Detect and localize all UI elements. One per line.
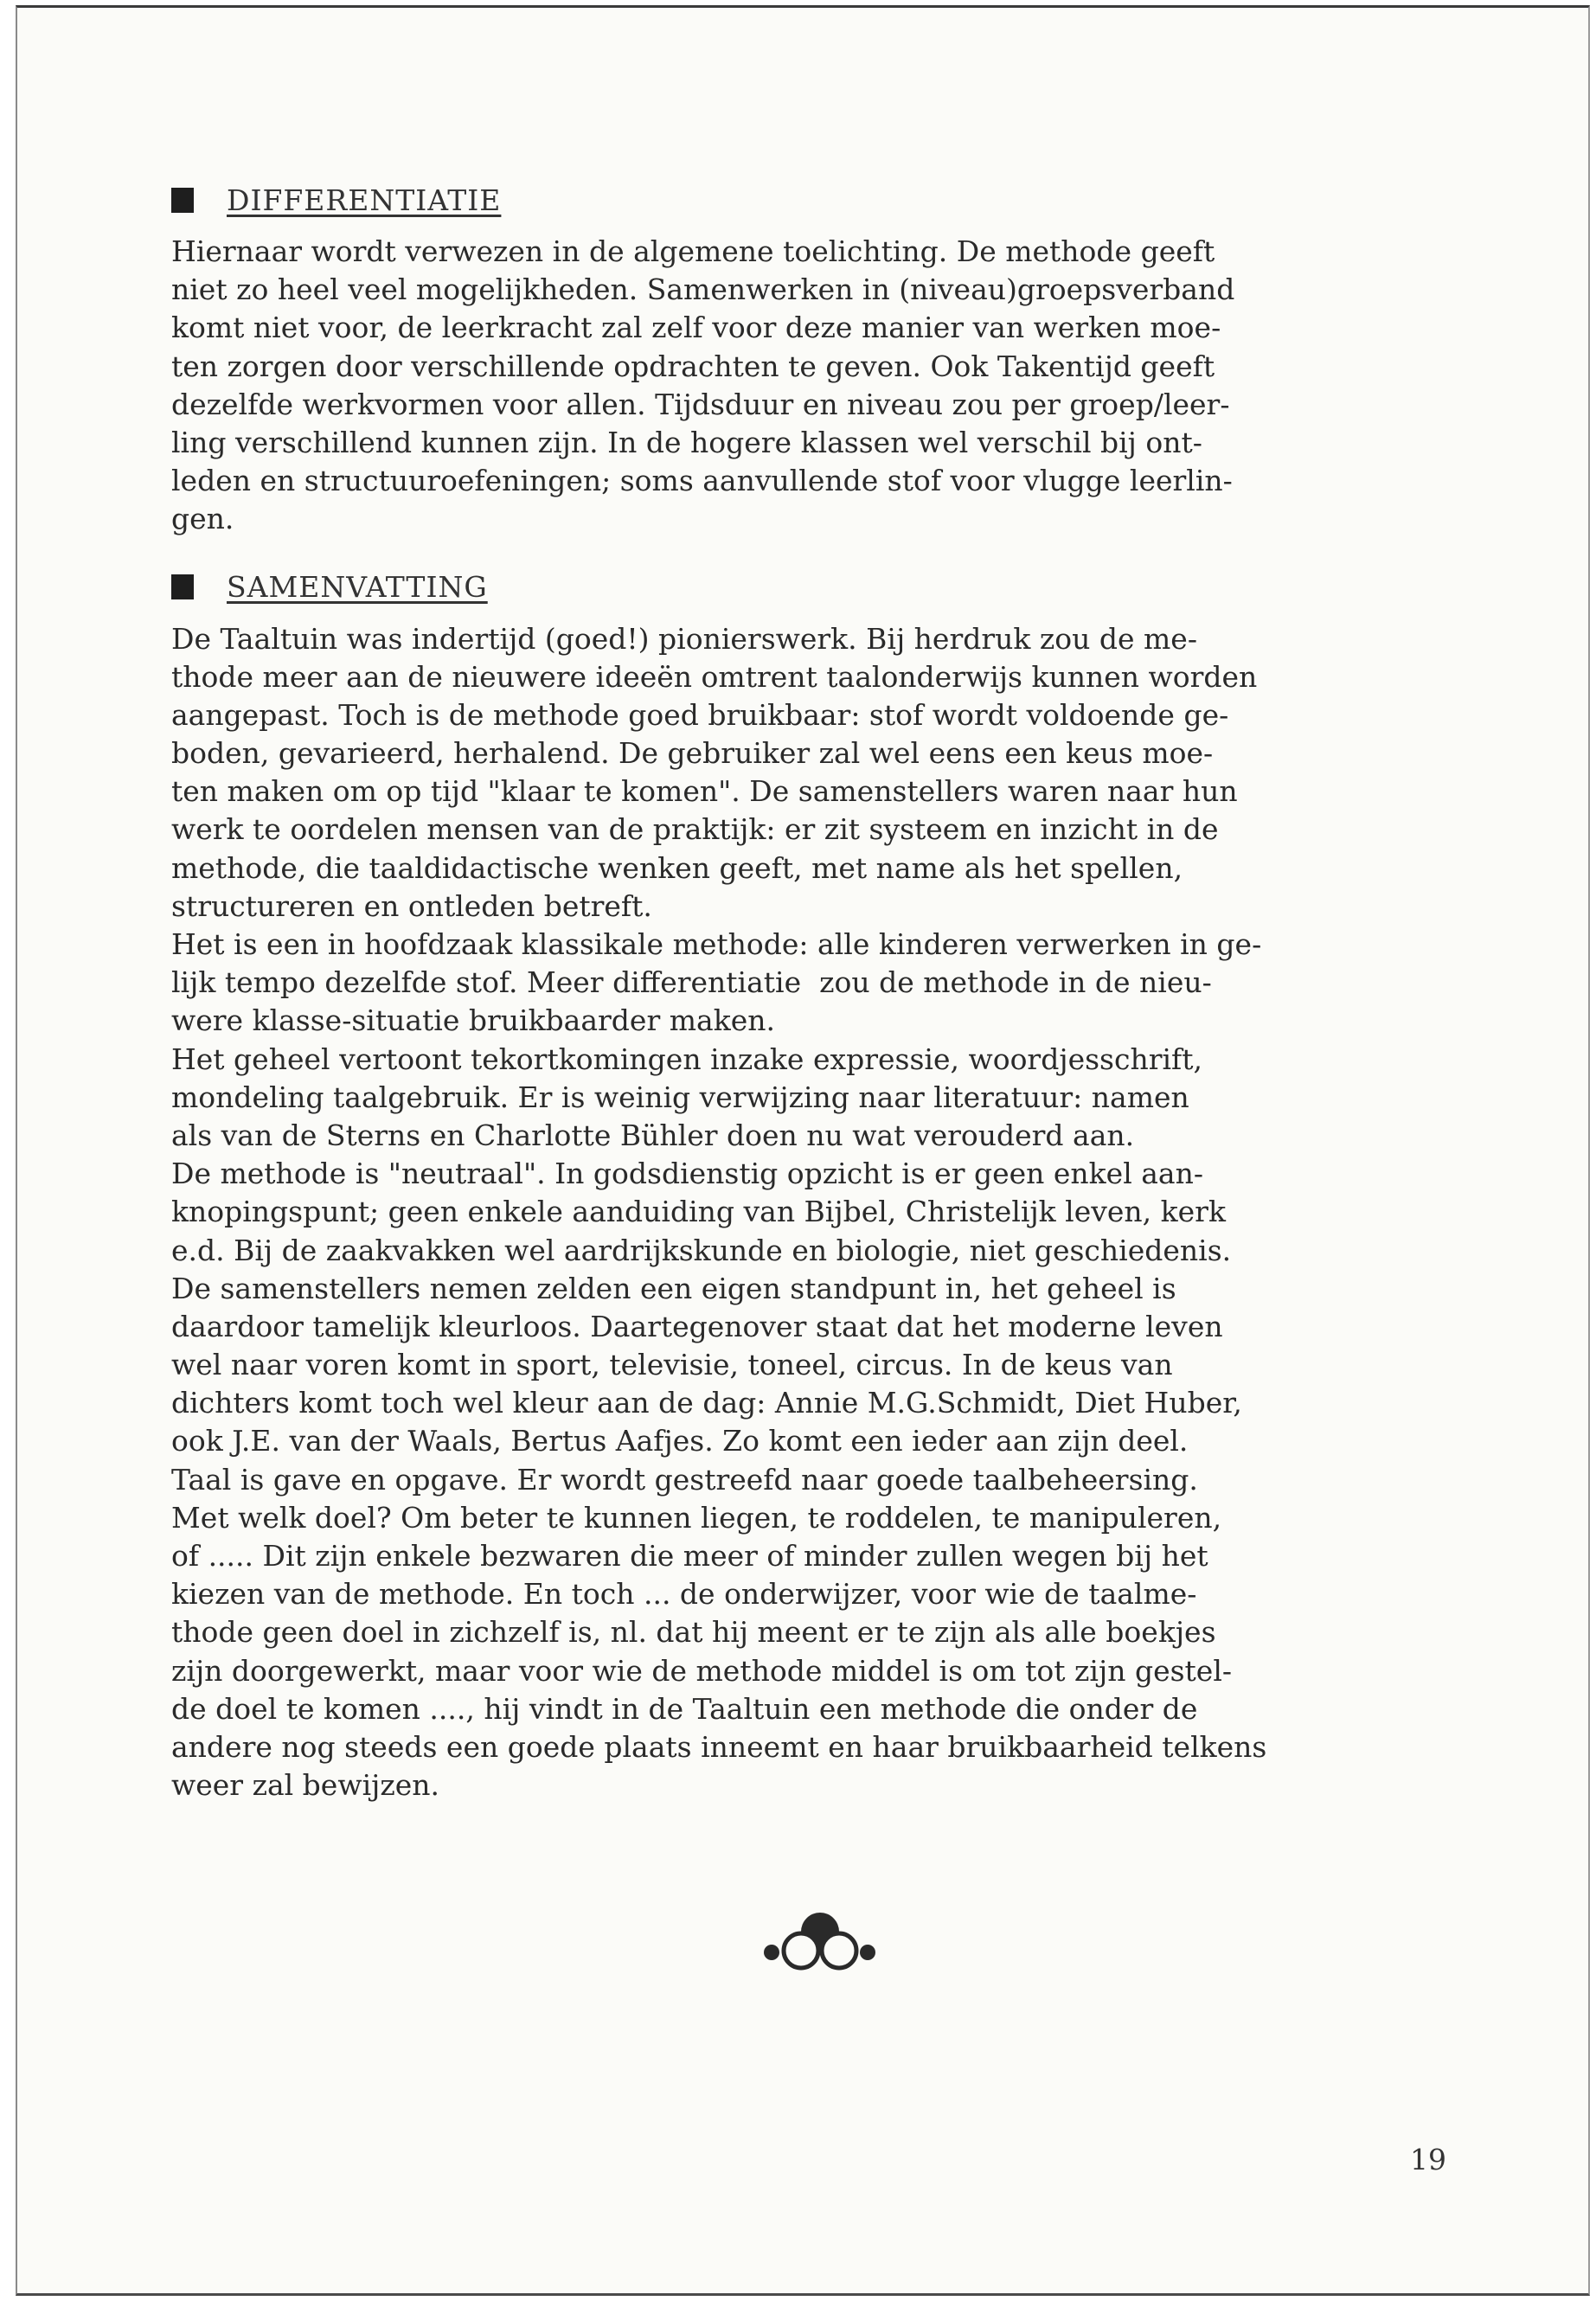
text-line: thode geen doel in zichzelf is, nl. dat hij meent er te zijn als alle boekjes <box>171 1615 1216 1650</box>
text-line: ten zorgen door verschillende opdrachten te geven. Ook Takentijd geeft <box>171 349 1215 383</box>
section-samenvatting <box>171 568 1469 1805</box>
text-line: ook J.E. van der Waals, Bertus Aafjes. Zo komt een ieder aan zijn deel. <box>171 1424 1189 1458</box>
ornament-right-dot <box>860 1945 875 1960</box>
section-title: DIFFERENTIATIE <box>227 183 502 217</box>
section-title: SAMENVATTING <box>227 570 488 604</box>
text-line: werk te oordelen mensen van de praktijk: er zit systeem en inzicht in de <box>171 812 1219 847</box>
text-line: lijk tempo dezelfde stof. Meer differentiatie zou de methode in de nieu- <box>171 965 1212 1000</box>
text-line: structureren en ontleden betreft. <box>171 888 652 923</box>
text-line: niet zo heel veel mogelijkheden. Samenwerken in (niveau)groepsverband <box>171 272 1235 307</box>
page-number: 19 <box>1410 2143 1446 2176</box>
text-line: thode meer aan de nieuwere ideeën omtrent taalonderwijs kunnen worden <box>171 659 1258 694</box>
document-page <box>16 5 1590 2296</box>
text-line: De samenstellers nemen zelden een eigen standpunt in, het geheel is <box>171 1271 1176 1305</box>
square-bullet-icon <box>171 188 194 213</box>
text-line: methode, die taaldidactische wenken geeft, met name als het spellen, <box>171 850 1183 885</box>
text-line: e.d. Bij de zaakvakken wel aardrijkskunde en biologie, niet geschiedenis. <box>171 1233 1232 1267</box>
text-line: of ..... Dit zijn enkele bezwaren die meer of minder zullen wegen bij het <box>171 1539 1208 1573</box>
text-line: mondeling taalgebruik. Er is weinig verwijzing naar literatuur: namen <box>171 1080 1189 1114</box>
text-line: De Taaltuin was indertijd (goed!) pionierswerk. Bij herdruk zou de me- <box>171 621 1197 656</box>
ornament-left-ring <box>784 1933 818 1968</box>
text-line: ten maken om op tijd "klaar te komen". De samenstellers waren naar hun <box>171 774 1238 809</box>
text-line: were klasse-situatie bruikbaarder maken. <box>171 1003 775 1038</box>
text-line: knopingspunt; geen enkele aanduiding van Bijbel, Christelijk leven, kerk <box>171 1195 1226 1229</box>
text-line: komt niet voor, de leerkracht zal zelf voor deze manier van werken moe- <box>171 311 1221 345</box>
section-heading <box>171 568 1469 606</box>
ornament-left-dot <box>764 1945 779 1960</box>
text-line: kiezen van de methode. En toch ... de onderwijzer, voor wie de taalme- <box>171 1577 1197 1612</box>
text-line: dichters komt toch wel kleur aan de dag: Annie M.G.Schmidt, Diet Huber, <box>171 1386 1242 1420</box>
text-line: andere nog steeds een goede plaats inneemt en haar bruikbaarheid telkens <box>171 1729 1267 1764</box>
text-line: aangepast. Toch is de methode goed bruikbaar: stof wordt voldoende ge- <box>171 697 1229 732</box>
page-content <box>171 181 1469 1804</box>
ornament-right-ring <box>822 1933 856 1968</box>
text-line: zijn doorgewerkt, maar voor wie de methode middel is om tot zijn gestel- <box>171 1653 1233 1688</box>
text-line: de doel te komen ...., hij vindt in de Taaltuin een methode die onder de <box>171 1691 1198 1726</box>
text-line: Taal is gave en opgave. Er wordt gestreefd naar goede taalbeheersing. <box>171 1462 1198 1497</box>
text-line: Hiernaar wordt verwezen in de algemene toelichting. De methode geeft <box>171 234 1215 268</box>
text-line: leden en structuuroefeningen; soms aanvullende stof voor vlugge leerlin- <box>171 464 1233 498</box>
ornament-logo-icon <box>744 1907 900 1972</box>
text-line: wel naar voren komt in sport, televisie, toneel, circus. In de keus van <box>171 1348 1173 1382</box>
text-line: De methode is "neutraal". In godsdienstig opzicht is er geen enkel aan- <box>171 1157 1203 1191</box>
text-line: als van de Sterns en Charlotte Bühler doen nu wat verouderd aan. <box>171 1118 1135 1152</box>
section-body <box>171 620 1469 1805</box>
text-line: ling verschillend kunnen zijn. In de hogere klassen wel verschil bij ont- <box>171 425 1202 459</box>
section-body <box>171 233 1469 539</box>
section-heading <box>171 181 1469 219</box>
text-line: weer zal bewijzen. <box>171 1768 440 1803</box>
text-line: boden, gevarieerd, herhalend. De gebruiker zal wel eens een keus moe- <box>171 736 1214 771</box>
text-line: dezelfde werkvormen voor allen. Tijdsduur en niveau zou per groep/leer- <box>171 387 1230 421</box>
square-bullet-icon <box>171 574 194 599</box>
text-line: Het is een in hoofdzaak klassikale methode: alle kinderen verwerken in ge- <box>171 927 1262 961</box>
text-line: Het geheel vertoont tekortkomingen inzake expressie, woordjesschrift, <box>171 1042 1202 1076</box>
text-line: Met welk doel? Om beter te kunnen liegen, te roddelen, te manipuleren, <box>171 1500 1222 1535</box>
section-differentiatie <box>171 181 1469 539</box>
text-line: gen. <box>171 502 234 536</box>
text-line: daardoor tamelijk kleurloos. Daartegenover staat dat het moderne leven <box>171 1309 1223 1343</box>
